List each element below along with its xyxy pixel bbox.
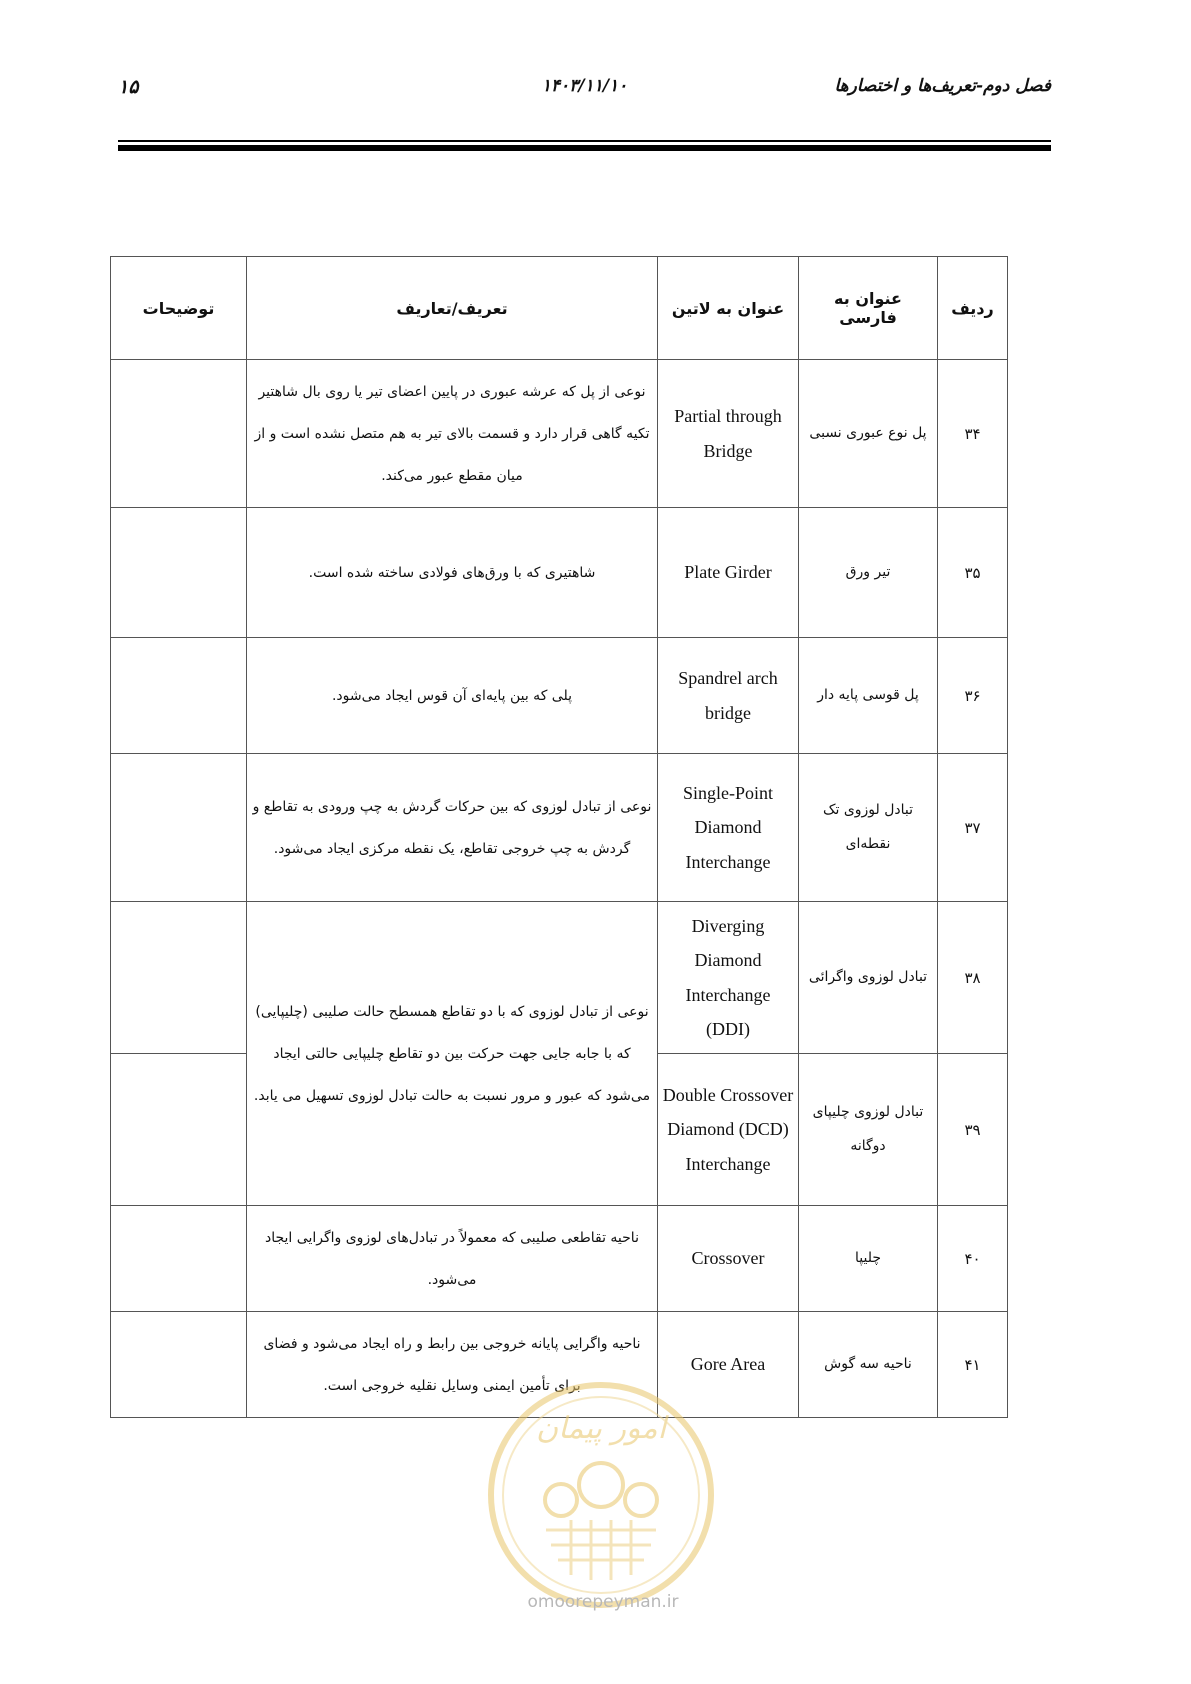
persian-title: تبادل لوزوی واگرائی [799,902,938,1054]
latin-title: Diverging Diamond Interchange (DDI) [658,902,799,1054]
table-row [111,1206,1008,1312]
table-header-row [111,257,1008,360]
header-date: ۱۴۰۳/۱۱/۱۰ [541,76,628,96]
notes [111,508,247,638]
persian-title: تیر ورق [799,508,938,638]
row-number: ۳۶ [938,638,1008,754]
header-rule-thin [118,140,1051,142]
notes [111,902,247,1054]
definition: نوعی از پل که عرشه عبوری در پایین اعضای تیر یا روی بال شاهتیر تکیه گاهی قرار دارد و قسمت بالای تیر به هم متصل نشده است و از میان مقطع عبور می‌کند. [247,360,658,508]
notes [111,1054,247,1206]
persian-title: ناحیه سه گوش [799,1312,938,1418]
col-header-row-number: ردیف [938,257,1008,360]
row-number: ۳۵ [938,508,1008,638]
latin-title: Plate Girder [658,508,799,638]
persian-title: تبادل لوزوی تک نقطه‌ای [799,754,938,902]
row-number: ۳۹ [938,1054,1008,1206]
notes [111,1312,247,1418]
row-number: ۴۰ [938,1206,1008,1312]
watermark-logo-icon [486,1380,716,1610]
table-row [111,360,1008,508]
row-number: ۳۴ [938,360,1008,508]
latin-title: Crossover [658,1206,799,1312]
col-header-persian-title: عنوان به فارسی [799,257,938,360]
definition: نوعی از تبادل لوزوی که بین حرکات گردش به چپ ورودی به تقاطع و گردش به چپ خروجی تقاطع، یک نقطه مرکزی ایجاد می‌شود. [247,754,658,902]
definitions-table [110,256,1008,1418]
latin-title: Gore Area [658,1312,799,1418]
notes [111,754,247,902]
latin-title: Partial through Bridge [658,360,799,508]
notes [111,638,247,754]
header-rule-thick [118,145,1051,151]
table-row [111,754,1008,902]
persian-title: چلیپا [799,1206,938,1312]
chapter-title: فصل دوم-تعریف‌ها و اختصارها [834,76,1051,96]
table-row [111,902,1008,1054]
col-header-definition: تعریف/تعاریف [247,257,658,360]
table-row [111,508,1008,638]
notes [111,1206,247,1312]
definition: نوعی از تبادل لوزوی که با دو تقاطع همسطح حالت صلیبی (چلیپایی) که با جابه جایی جهت حرکت بین دو تقاطع چلیپایی حالتی ایجاد می‌شود که عبور و مرور نسبت به حالت تبادل لوزوی تسهیل می یابد. [247,902,658,1206]
definition: پلی که بین پایه‌ای آن قوس ایجاد می‌شود. [247,638,658,754]
watermark-site: omoorepeyman.ir [527,1592,679,1612]
latin-title: Double Crossover Diamond (DCD) Interchange [658,1054,799,1206]
watermark-logo-text: امور پیمان [536,1411,666,1446]
row-number: ۴۱ [938,1312,1008,1418]
latin-title: Spandrel arch bridge [658,638,799,754]
definition: شاهتیری که با ورق‌های فولادی ساخته شده است. [247,508,658,638]
latin-title: Single-Point Diamond Interchange [658,754,799,902]
table-row [111,638,1008,754]
definition: ناحیه تقاطعی صلیبی که معمولاً در تبادل‌های لوزوی واگرایی ایجاد می‌شود. [247,1206,658,1312]
persian-title: پل نوع عبوری نسبی [799,360,938,508]
page-number: ۱۵ [118,76,139,98]
col-header-latin-title: عنوان به لاتین [658,257,799,360]
persian-title: تبادل لوزوی چلیپای دوگانه [799,1054,938,1206]
col-header-notes: توضیحات [111,257,247,360]
definition: ناحیه واگرایی پایانه خروجی بین رابط و راه ایجاد می‌شود و فضای برای تأمین ایمنی وسایل نقلیه خروجی است. [247,1312,658,1418]
persian-title: پل قوسی پایه دار [799,638,938,754]
page-header [118,76,1051,106]
notes [111,360,247,508]
row-number: ۳۸ [938,902,1008,1054]
row-number: ۳۷ [938,754,1008,902]
